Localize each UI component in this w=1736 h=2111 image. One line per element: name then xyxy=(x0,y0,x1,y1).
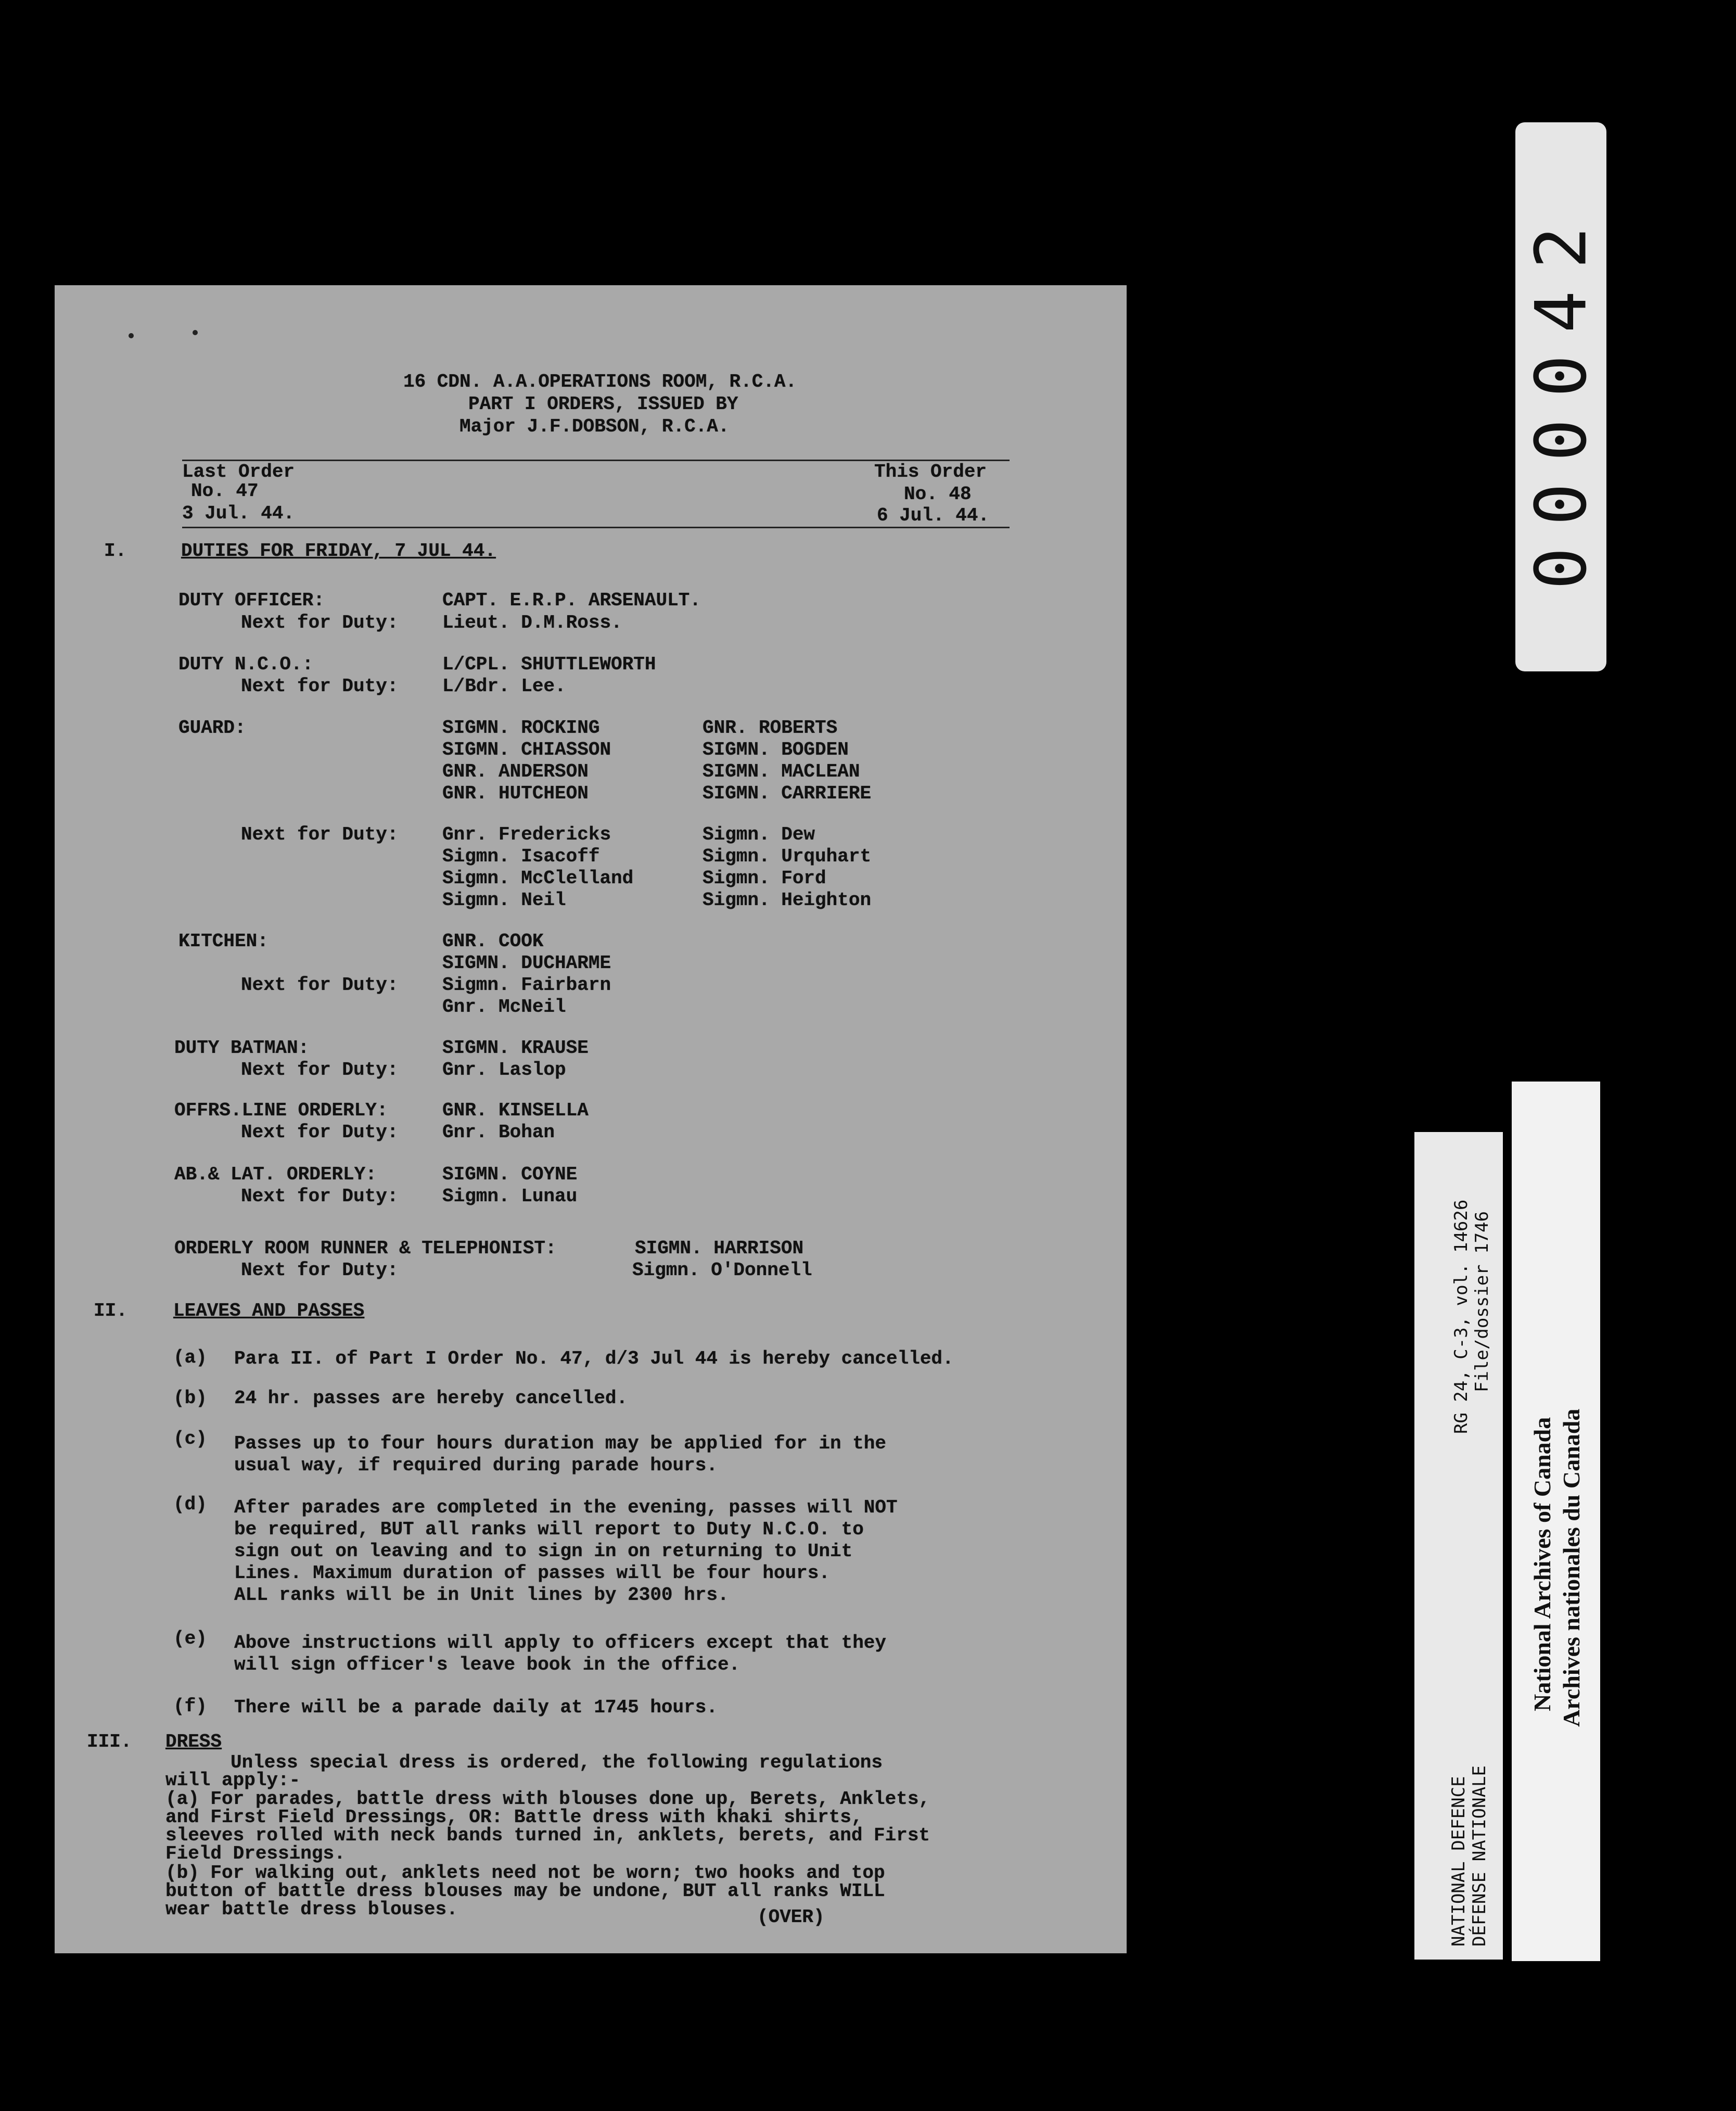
section-3-number: III. xyxy=(87,1731,132,1752)
item-letter: (f) xyxy=(173,1696,207,1717)
guard-member: GNR. HUTCHEON xyxy=(442,783,589,804)
kitchen-member: GNR. COOK xyxy=(442,931,544,952)
punch-mark xyxy=(129,333,134,338)
kitchen-label: KITCHEN: xyxy=(178,931,269,952)
item-text: There will be a parade daily at 1745 hours. xyxy=(234,1697,718,1718)
item-text: be required, BUT all ranks will report to Duty N.C.O. to xyxy=(234,1519,864,1540)
dress-text: Unless special dress is ordered, the following regulations xyxy=(231,1752,883,1773)
section-2-title: LEAVES AND PASSES xyxy=(173,1300,365,1321)
dress-text: will apply:- xyxy=(165,1770,301,1791)
kitchen-next-member: Sigmn. Fairbarn xyxy=(442,974,611,996)
offrs-line-orderly-next-value: Gnr. Bohan xyxy=(442,1122,555,1143)
guard-next-member: Sigmn. Isacoff xyxy=(442,846,600,867)
archives-name-fr: Archives nationales du Canada xyxy=(1558,1408,1585,1727)
section-1-title: DUTIES FOR FRIDAY, 7 JUL 44. xyxy=(181,540,496,562)
guard-member: SIGMN. ROCKING xyxy=(442,717,600,739)
duty-batman-value: SIGMN. KRAUSE xyxy=(442,1037,589,1059)
dress-text: button of battle dress blouses may be undone, BUT all ranks WILL xyxy=(165,1880,885,1902)
dress-text: and First Field Dressings, OR: Battle dress with khaki shirts, xyxy=(165,1807,863,1828)
guard-next-member: Sigmn. Ford xyxy=(703,868,826,889)
ministry-en: NATIONAL DEFENCE xyxy=(1448,1776,1469,1947)
kitchen-next-member: Gnr. McNeil xyxy=(442,996,566,1018)
orderly-room-value: SIGMN. HARRISON xyxy=(635,1238,804,1259)
archives-name-en: National Archives of Canada xyxy=(1529,1417,1555,1711)
kitchen-next-label: Next for Duty: xyxy=(241,974,399,996)
item-letter: (a) xyxy=(173,1347,207,1368)
guard-label: GUARD: xyxy=(178,717,246,739)
duty-nco-next-value: L/Bdr. Lee. xyxy=(442,676,566,697)
item-text: 24 hr. passes are hereby cancelled. xyxy=(234,1388,628,1409)
item-text: usual way, if required during parade hours. xyxy=(234,1455,718,1476)
frame-number-stamp xyxy=(1515,122,1606,671)
duty-officer-next-value: Lieut. D.M.Ross. xyxy=(442,612,622,633)
item-text: Para II. of Part I Order No. 47, d/3 Jul 44 is hereby cancelled. xyxy=(234,1348,954,1369)
item-text: Passes up to four hours duration may be applied for in the xyxy=(234,1433,887,1454)
guard-member: GNR. ROBERTS xyxy=(703,717,838,739)
guard-next-member: Gnr. Fredericks xyxy=(442,824,611,845)
frame-number: 000042 xyxy=(1520,204,1602,590)
ministry-fr: DÉFENSE NATIONALE xyxy=(1469,1765,1490,1947)
order-document xyxy=(55,285,1127,1953)
item-text: ALL ranks will be in Unit lines by 2300 hrs. xyxy=(234,1584,729,1606)
dress-text: Field Dressings. xyxy=(165,1843,346,1864)
archives-name-label xyxy=(1512,1082,1600,1961)
issuer: Major J.F.DOBSON, R.C.A. xyxy=(459,416,730,437)
item-letter: (b) xyxy=(173,1388,207,1409)
duty-batman-next-value: Gnr. Laslop xyxy=(442,1059,566,1080)
guard-next-label: Next for Duty: xyxy=(241,824,399,845)
item-text: sign out on leaving and to sign in on returning to Unit xyxy=(234,1541,853,1562)
ab-lat-orderly-next-value: Sigmn. Lunau xyxy=(442,1186,578,1207)
unit-title: 16 CDN. A.A.OPERATIONS ROOM, R.C.A. xyxy=(403,371,797,392)
duty-officer-value: CAPT. E.R.P. ARSENAULT. xyxy=(442,590,701,611)
guard-member: SIGMN. CARRIERE xyxy=(703,783,872,804)
guard-member: SIGMN. CHIASSON xyxy=(442,739,611,760)
section-1-number: I. xyxy=(104,540,127,562)
guard-member: GNR. ANDERSON xyxy=(442,761,589,782)
header-rule-bottom xyxy=(182,527,1010,528)
duty-nco-value: L/CPL. SHUTTLEWORTH xyxy=(442,654,656,675)
guard-next-member: Sigmn. Urquhart xyxy=(703,846,872,867)
guard-next-member: Sigmn. Neil xyxy=(442,889,566,911)
this-order-number: No. 48 xyxy=(904,484,972,505)
item-letter: (d) xyxy=(173,1494,207,1515)
duty-batman-label: DUTY BATMAN: xyxy=(174,1037,310,1059)
duty-nco-label: DUTY N.C.O.: xyxy=(178,654,314,675)
archive-reference-label xyxy=(1414,1132,1503,1960)
guard-next-member: Sigmn. Heighton xyxy=(703,889,872,911)
archive-reference: RG 24, C-3, vol. 14626 xyxy=(1451,1199,1472,1434)
offrs-line-orderly-value: GNR. KINSELLA xyxy=(442,1100,589,1121)
section-2-number: II. xyxy=(94,1300,127,1321)
ab-lat-orderly-next-label: Next for Duty: xyxy=(241,1186,399,1207)
this-order-label: This Order xyxy=(874,461,987,482)
orderly-room-next-value: Sigmn. O'Donnell xyxy=(632,1260,812,1281)
dress-text: (a) For parades, battle dress with blouses done up, Berets, Anklets, xyxy=(165,1788,930,1810)
this-order-date: 6 Jul. 44. xyxy=(877,505,990,526)
duty-batman-next-label: Next for Duty: xyxy=(241,1059,399,1080)
last-order-date: 3 Jul. 44. xyxy=(182,503,295,524)
last-order-number: No. 47 xyxy=(191,480,259,502)
item-text: will sign officer's leave book in the office. xyxy=(234,1654,741,1675)
guard-member: SIGMN. BOGDEN xyxy=(703,739,849,760)
dress-text: wear battle dress blouses. xyxy=(165,1899,458,1920)
guard-next-member: Sigmn. McClelland xyxy=(442,868,634,889)
archive-file: File/dossier 1746 xyxy=(1472,1211,1492,1392)
ab-lat-orderly-label: AB.& LAT. ORDERLY: xyxy=(174,1164,377,1185)
orderly-room-label: ORDERLY ROOM RUNNER & TELEPHONIST: xyxy=(174,1238,557,1259)
kitchen-member: SIGMN. DUCHARME xyxy=(442,952,611,974)
item-text: After parades are completed in the evening, passes will NOT xyxy=(234,1497,898,1518)
duty-nco-next-label: Next for Duty: xyxy=(241,676,399,697)
guard-next-member: Sigmn. Dew xyxy=(703,824,815,845)
over-note: (OVER) xyxy=(757,1906,825,1928)
ab-lat-orderly-value: SIGMN. COYNE xyxy=(442,1164,578,1185)
item-text: Above instructions will apply to officers except that they xyxy=(234,1632,887,1654)
last-order-label: Last Order xyxy=(182,461,295,482)
item-letter: (c) xyxy=(173,1428,207,1449)
offrs-line-orderly-next-label: Next for Duty: xyxy=(241,1122,399,1143)
offrs-line-orderly-label: OFFRS.LINE ORDERLY: xyxy=(174,1100,388,1121)
dress-text: (b) For walking out, anklets need not be worn; two hooks and top xyxy=(165,1862,885,1884)
duty-officer-next-label: Next for Duty: xyxy=(241,612,399,633)
guard-member: SIGMN. MACLEAN xyxy=(703,761,860,782)
orderly-room-next-label: Next for Duty: xyxy=(241,1260,399,1281)
dress-text: sleeves rolled with neck bands turned in, anklets, berets, and First xyxy=(165,1825,930,1846)
punch-mark xyxy=(193,330,198,335)
orders-title: PART I ORDERS, ISSUED BY xyxy=(468,393,738,415)
item-letter: (e) xyxy=(173,1628,207,1649)
item-text: Lines. Maximum duration of passes will be four hours. xyxy=(234,1562,830,1584)
section-3-title: DRESS xyxy=(165,1731,222,1752)
duty-officer-label: DUTY OFFICER: xyxy=(178,590,325,611)
